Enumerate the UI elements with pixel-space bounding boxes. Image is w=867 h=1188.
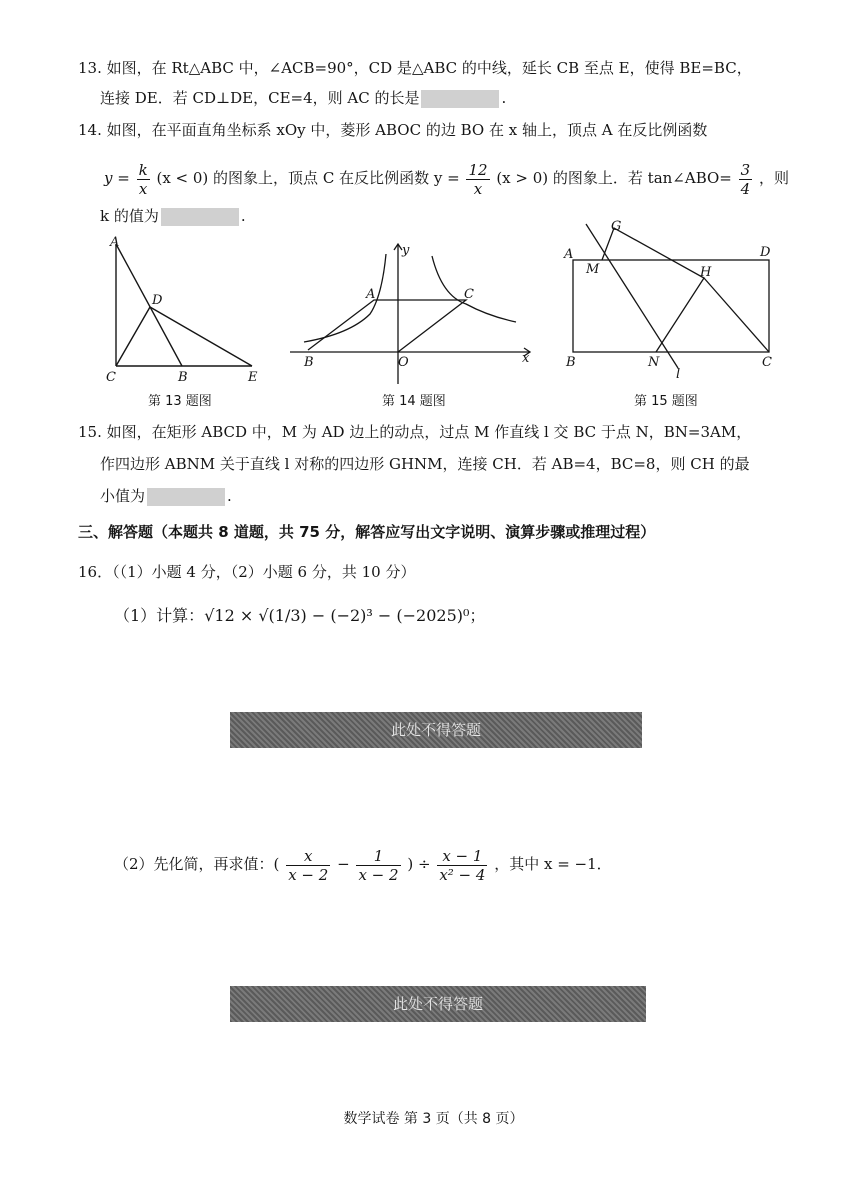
q14-fraction-k-over-x <box>137 161 150 198</box>
q15-line3 <box>100 486 232 506</box>
q14-frac3-num: 3 <box>740 160 751 179</box>
q16-part1-expression: √12 × √(1/3) − (−2)³ − (−2025)⁰； <box>204 606 486 625</box>
fig15-label-l: l <box>676 367 681 382</box>
fig15-label-N: N <box>648 355 660 370</box>
fig15-label-M: M <box>586 262 600 277</box>
figure-14-caption: 第 14 题图 <box>382 394 446 409</box>
fig13-label-A: A <box>110 235 120 250</box>
fig14-label-C: C <box>464 287 474 302</box>
answer-blank-15 <box>147 488 225 506</box>
answer-blank-14 <box>161 208 239 226</box>
fig15-label-B: B <box>566 355 576 370</box>
q14-fraction-12-over-x <box>466 161 489 198</box>
figure-15-caption: 第 15 题图 <box>634 394 698 409</box>
fig13-label-D: D <box>152 293 163 308</box>
q14-frac1-num: k <box>138 160 148 179</box>
fig15-label-G: G <box>611 219 622 234</box>
figure-13 <box>100 232 270 387</box>
q14-frac2-den: x <box>473 179 483 198</box>
no-answer-zone-1: 此处不得答题 <box>230 712 642 748</box>
q16-part1-label: （1）计算： <box>114 606 205 625</box>
figure-15-lines <box>573 224 769 368</box>
q16-part2-label: （2）先化简，再求值：( <box>114 855 280 873</box>
figure-14 <box>290 234 540 389</box>
fig14-label-A: A <box>366 287 376 302</box>
q13-line2-text: 连接 DE．若 CD⊥DE，CE=4，则 AC 的长是 <box>100 89 420 107</box>
q16-frac3-den: x² − 4 <box>439 865 486 884</box>
figure-13-caption: 第 13 题图 <box>148 394 212 409</box>
q13-line2 <box>100 88 506 108</box>
q16-part2-condition: ，其中 x = −1． <box>494 855 612 873</box>
page-footer: 数学试卷 第 3 页（共 8 页） <box>343 1111 524 1127</box>
q14-line3-text: k 的值为 <box>100 207 159 225</box>
fig14-label-y: y <box>402 243 410 258</box>
q16-minus: − <box>337 855 350 873</box>
q16-frac-1-over-x-minus-2 <box>356 847 400 884</box>
fig14-label-x: x <box>522 351 530 366</box>
q16-part1 <box>114 606 485 626</box>
q16-frac-x-over-x-minus-2 <box>286 847 330 884</box>
no-answer-zone-2: 此处不得答题 <box>230 986 646 1022</box>
q16-header: 16．（（1）小题 4 分，（2）小题 6 分，共 10 分） <box>78 563 416 581</box>
figure-14-axes <box>290 244 530 384</box>
fig14-label-B: B <box>304 355 314 370</box>
q14-line1: 14. 如图，在平面直角坐标系 xOy 中，菱形 ABOC 的边 BO 在 x 轴上，顶点 A 在反比例函数 <box>78 121 708 139</box>
figure-14-curves <box>304 254 516 352</box>
q14-frac3-den: 4 <box>740 179 751 198</box>
q15-line2: 作四边形 ABNM 关于直线 l 对称的四边形 GHNM，连接 CH．若 AB=4，BC=8，则 CH 的最 <box>100 455 750 473</box>
q13-line1: 13. 如图，在 Rt△ABC 中，∠ACB=90°，CD 是△ABC 的中线，延长 CB 至点 E，使得 BE=BC， <box>78 59 752 77</box>
q14-line2-end: ，则 <box>758 169 789 187</box>
q16-frac3-num: x − 1 <box>437 847 487 866</box>
figure-13-lines <box>116 244 252 366</box>
q14-line2-mid: (x < 0) 的图象上，顶点 C 在反比例函数 y = <box>156 169 460 187</box>
q15-line3-text: 小值为 <box>100 487 146 505</box>
answer-blank-13 <box>421 90 499 108</box>
fig15-label-C: C <box>762 355 772 370</box>
fig15-label-D: D <box>760 245 771 260</box>
section-3-heading: 三、解答题（本题共 8 道题，共 75 分，解答应写出文字说明、演算步骤或推理过程） <box>78 523 656 541</box>
q14-line2 <box>104 156 789 200</box>
q14-y-label: y = <box>104 169 130 187</box>
fig13-label-C: C <box>106 370 116 385</box>
fig14-label-O: O <box>398 355 409 370</box>
fig15-label-H: H <box>700 265 712 280</box>
figure-15 <box>560 218 785 386</box>
q16-divide: ) ÷ <box>407 855 431 873</box>
q16-frac2-den: x − 2 <box>358 865 399 884</box>
q16-part2 <box>114 842 612 886</box>
q14-line2-mid2: (x > 0) 的图象上．若 tan∠ABO= <box>496 169 732 187</box>
q16-frac1-den: x − 2 <box>288 865 329 884</box>
fig15-label-A: A <box>564 247 574 262</box>
q16-frac-x-minus-1-over-x2-minus-4 <box>437 847 487 884</box>
q14-fraction-3-over-4 <box>739 161 753 198</box>
q15-line3-end: . <box>227 487 232 505</box>
fig13-label-B: B <box>178 370 188 385</box>
q16-frac1-num: x <box>286 847 330 866</box>
q14-line3-end: . <box>240 207 246 225</box>
q14-frac2-num: 12 <box>468 160 488 179</box>
q13-line2-end: . <box>501 89 507 107</box>
fig13-label-E: E <box>248 370 258 385</box>
q15-line1: 15. 如图，在矩形 ABCD 中，M 为 AD 边上的动点，过点 M 作直线 l 交 BC 于点 N，BN=3AM， <box>78 423 752 441</box>
q14-frac1-den: x <box>138 179 148 198</box>
q14-line3 <box>100 206 246 226</box>
q16-frac2-num: 1 <box>356 847 400 866</box>
